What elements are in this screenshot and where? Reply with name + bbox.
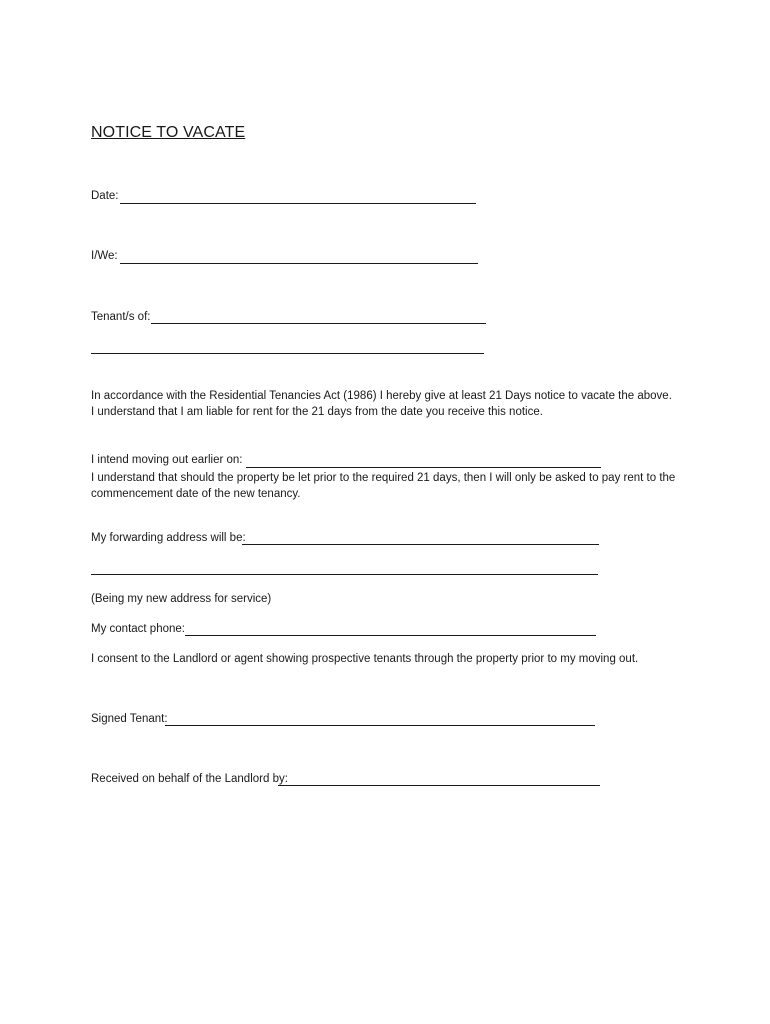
iwe-label: I/We: — [91, 250, 118, 262]
tenants-of-field-line-2[interactable] — [91, 353, 484, 354]
contact-phone-label: My contact phone: — [91, 623, 185, 635]
contact-phone-field[interactable] — [185, 635, 596, 636]
signed-tenant-label: Signed Tenant: — [91, 713, 168, 725]
date-field[interactable] — [120, 203, 476, 204]
tenants-of-label: Tenant/s of: — [91, 311, 151, 323]
forwarding-address-label: My forwarding address will be: — [91, 532, 246, 544]
notice-line-2: I understand that I am liable for rent for the 21 days from the date you receive this notice. — [91, 406, 543, 418]
moving-out-label: I intend moving out earlier on: — [91, 454, 243, 466]
signed-tenant-field[interactable] — [165, 725, 595, 726]
moving-out-field[interactable] — [246, 467, 601, 468]
notice-line-1: In accordance with the Residential Tenancies Act (1986) I hereby give at least 21 Days notice to vacate the above. — [91, 390, 672, 402]
forwarding-address-field-line-2[interactable] — [91, 574, 598, 575]
consent-text: I consent to the Landlord or agent showing prospective tenants through the property prior to my moving out. — [91, 653, 639, 665]
early-line-1: I understand that should the property be let prior to the required 21 days, then I will only be asked to pay rent to the — [91, 472, 676, 484]
early-line-2: commencement date of the new tenancy. — [91, 488, 301, 500]
received-by-label: Received on behalf of the Landlord by: — [91, 773, 288, 785]
tenants-of-field[interactable] — [151, 323, 486, 324]
date-label: Date: — [91, 190, 119, 202]
document-title: NOTICE TO VACATE — [91, 124, 246, 141]
iwe-field[interactable] — [120, 263, 478, 264]
forwarding-address-field[interactable] — [242, 544, 599, 545]
received-by-field[interactable] — [278, 785, 600, 786]
service-note: (Being my new address for service) — [91, 593, 272, 605]
